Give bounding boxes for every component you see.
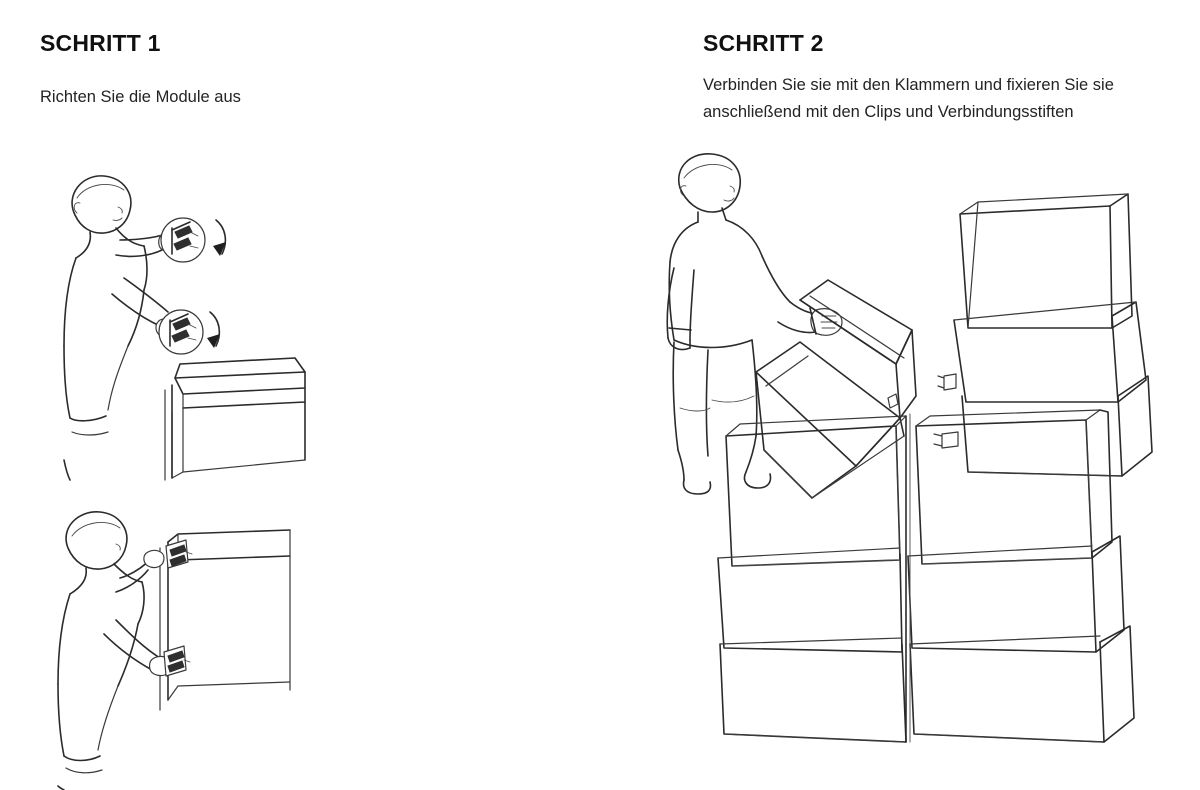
step-2-body: Verbinden Sie sie mit den Klammern und fixieren Sie sie anschließend mit den Clips und Verbindungsstiften [703, 76, 1114, 121]
step-1-body: Richten Sie die Module aus [40, 88, 241, 106]
step-2-column [660, 0, 1200, 790]
step-1-illustration-top [20, 160, 350, 480]
step-2-illustration-pair [710, 390, 1180, 780]
step-1-title: SCHRITT 1 [40, 30, 161, 56]
step-2-title: SCHRITT 2 [703, 30, 824, 56]
step-1-illustration-bottom [20, 500, 350, 790]
